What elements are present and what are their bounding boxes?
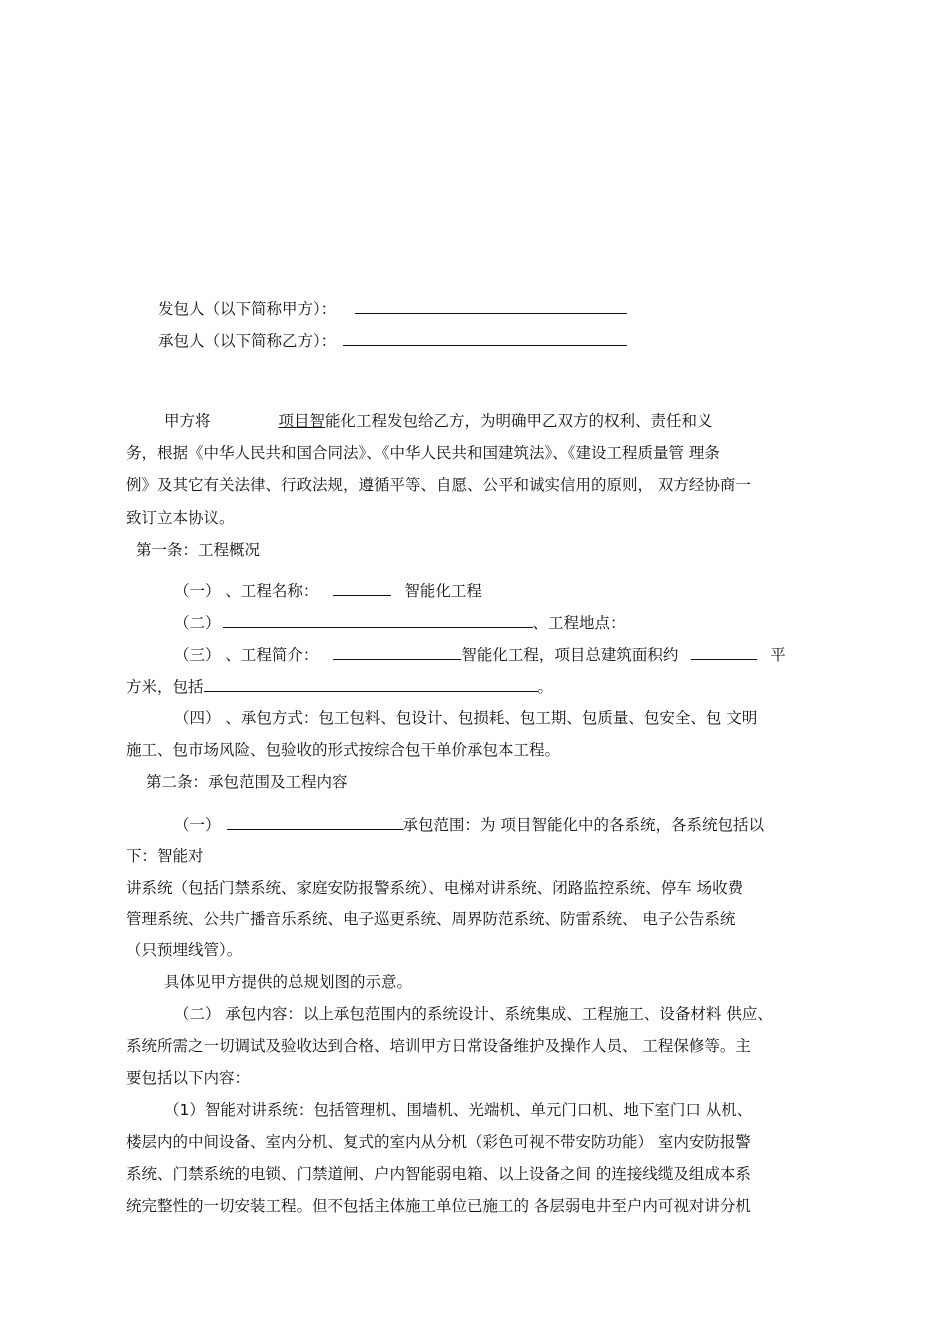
project-name-suffix: 智能化工程 bbox=[404, 582, 482, 600]
article2-item1-line5: （只预埋线管）。 bbox=[126, 941, 243, 959]
intro-line-1 bbox=[164, 411, 713, 431]
article2-sub1-line2: 楼层内的中间设备、室内分机、复式的室内从分机（彩色可视不带安防功能） 室内安防报警 bbox=[126, 1133, 751, 1151]
project-intro-blank[interactable] bbox=[333, 644, 461, 660]
party-b-label: 承包人（以下简称乙方）： bbox=[158, 332, 337, 350]
article1-item4-line1: （四） 、承包方式：包工包料、包设计、包损耗、包工期、包质量、包安全、包 文明 bbox=[174, 709, 758, 727]
intro-line-2: 务，根据《中华人民共和国合同法》、《中华人民共和国建筑法》、《建设工程质量管 理条 bbox=[126, 444, 720, 462]
area-unit-start: 平 bbox=[770, 646, 786, 664]
article1-item2 bbox=[174, 612, 626, 633]
article2-item1-line3: 讲系统（包括门禁系统、家庭安防报警系统）、电梯对讲系统、闭路监控系统、停车 场收费 bbox=[126, 879, 744, 897]
includes-blank[interactable] bbox=[204, 676, 538, 692]
party-b-row bbox=[158, 330, 627, 351]
article2-item2-line2: 系统所需之一切调试及验收达到合格、培训甲方日常设备维护及操作人员、 工程保修等。主 bbox=[126, 1037, 751, 1055]
article2-item1-line4: 管理系统、公共广播音乐系统、电子巡更系统、周界防范系统、防雷系统、 电子公告系统 bbox=[126, 910, 736, 928]
area-blank[interactable] bbox=[691, 644, 757, 660]
item2-number: （二） bbox=[174, 614, 221, 632]
article2-note: 具体见甲方提供的总规划图的示意。 bbox=[164, 973, 413, 991]
article2-item1-line1 bbox=[174, 814, 764, 835]
area-unit-end: 方米，包括 bbox=[126, 678, 204, 696]
party-a-label: 发包人（以下简称甲方）： bbox=[158, 300, 337, 318]
scope-text: 承包范围：为 项目智能化中的各系统，各系统包括以 bbox=[402, 816, 764, 834]
party-a-blank[interactable] bbox=[355, 298, 627, 314]
intro-text-c: 能化工程发包给乙方，为明确甲乙双方的权利、责任和义 bbox=[325, 412, 713, 430]
project-location-blank[interactable] bbox=[223, 612, 533, 628]
party-b-blank[interactable] bbox=[343, 330, 627, 346]
article2-title: 第二条：承包范围及工程内容 bbox=[146, 773, 348, 791]
article1-item3-cont bbox=[126, 676, 553, 697]
project-intro-label: （三） 、工程简介： bbox=[174, 646, 319, 664]
scope-blank[interactable] bbox=[227, 814, 403, 830]
article1-item4-line2: 施工、包市场风险、包验收的形式按综合包干单价承包本工程。 bbox=[126, 741, 561, 759]
intro-text-a: 甲方将 bbox=[164, 412, 211, 430]
article2-item1-line2: 下：智能对 bbox=[126, 847, 204, 865]
scope-number: （一） bbox=[174, 816, 221, 834]
project-name-label: （一） 、工程名称： bbox=[174, 582, 319, 600]
article1-item1 bbox=[174, 580, 482, 601]
project-location-label: 、工程地点： bbox=[532, 614, 626, 632]
project-name-blank[interactable] bbox=[333, 580, 391, 596]
intro-project-underlined: 项目智 bbox=[278, 412, 326, 430]
article2-item2-line1: （二） 承包内容：以上承包范围内的系统设计、系统集成、工程施工、设备材料 供应、 bbox=[174, 1005, 773, 1023]
article2-sub1-line1: （1）智能对讲系统：包括管理机、围墙机、光端机、单元门口机、地下室门口 从机、 bbox=[164, 1101, 753, 1119]
article2-sub1-line4: 统完整性的一切安装工程。但不包括主体施工单位已施工的 各层弱电井至户内可视对讲分机 bbox=[126, 1197, 751, 1215]
includes-end: 。 bbox=[537, 678, 554, 696]
article1-title: 第一条：工程概况 bbox=[136, 541, 261, 559]
article1-item3 bbox=[174, 644, 786, 665]
intro-line-4: 致订立本协议。 bbox=[126, 509, 235, 527]
party-a-row bbox=[158, 298, 627, 319]
intro-line-3: 例》及其它有关法律、行政法规，遵循平等、自愿、公平和诚实信用的原则， 双方经协商一 bbox=[126, 476, 751, 494]
article2-sub1-line3: 系统、门禁系统的电锁、门禁道闸、户内智能弱电箱、以上设备之间 的连接线缆及组成本系 bbox=[126, 1165, 751, 1183]
article2-item2-line3: 要包括以下内容： bbox=[126, 1069, 251, 1087]
project-intro-text: 智能化工程，项目总建筑面积约 bbox=[461, 646, 679, 664]
